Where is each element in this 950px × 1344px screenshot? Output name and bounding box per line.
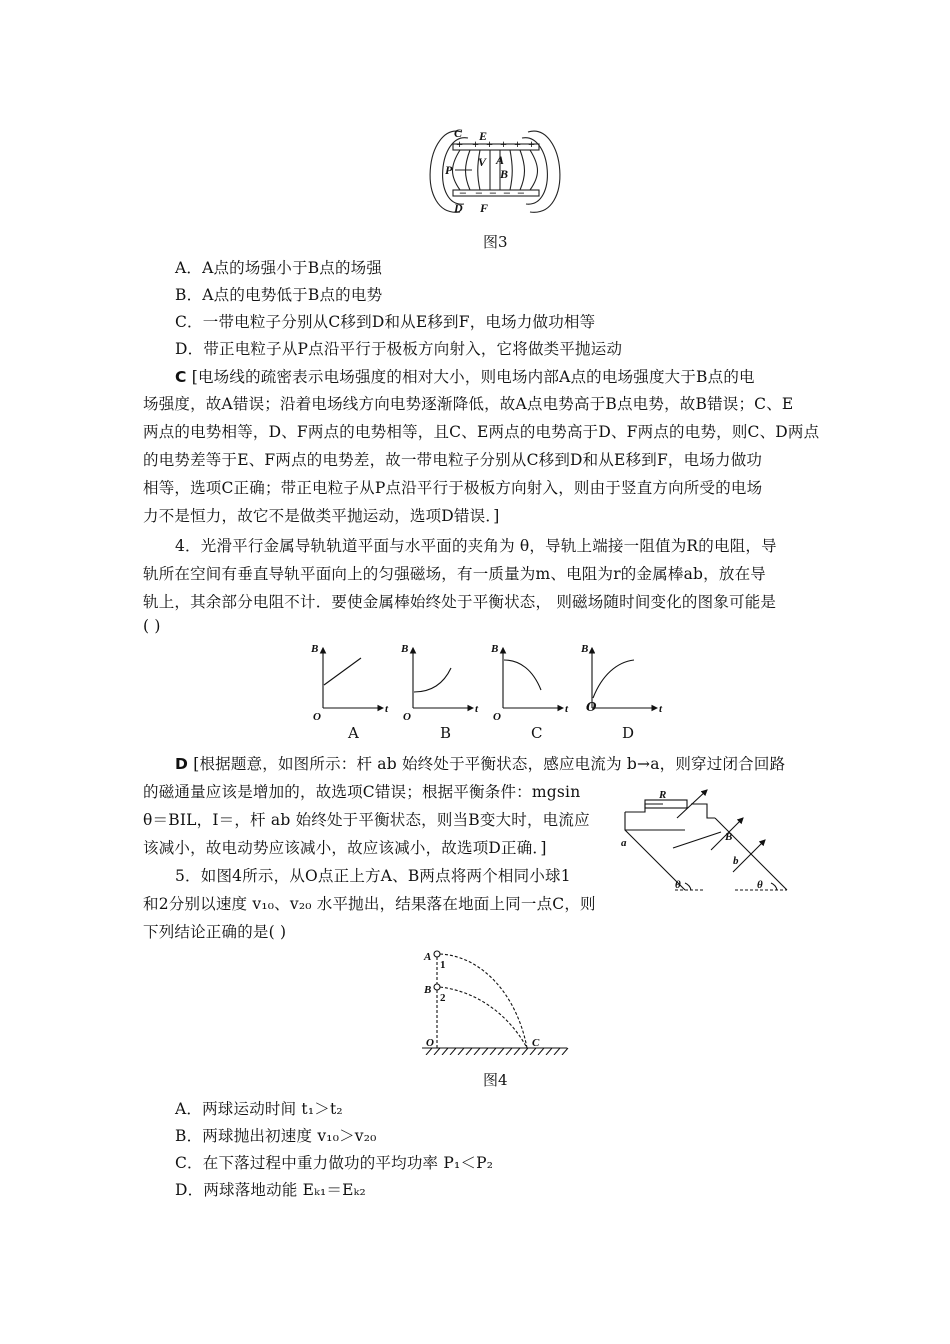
figure-3-electric-field [420, 126, 570, 218]
graph-b-axis-x: t [475, 703, 479, 715]
fig4-label-C: C [532, 1037, 540, 1049]
q5-option-d: D．两球落地动能 Eₖ₁＝Eₖ₂ [175, 1181, 366, 1199]
label-E: E [479, 129, 488, 143]
label-F: F [480, 201, 489, 215]
graph-a-origin: O [313, 711, 321, 723]
graph-c-axis-x: t [565, 703, 569, 715]
graph-b-curve [414, 668, 451, 692]
q4-stem-1: 轨所在空间有垂直导轨平面向上的匀强磁场，有一质量为m、电阻为r的金属棒ab，放在导 [143, 565, 766, 583]
q4-stem-0: 4．光滑平行金属导轨轨道平面与水平面的夹角为 θ，导轨上端接一阻值为R的电阻，导 [175, 537, 777, 555]
svg-text:–: – [490, 185, 496, 199]
fig4-label-1: 1 [440, 959, 446, 971]
q3-explanation-1: 场强度，故A错误；沿着电场线方向电势逐渐降低，故A点电势高于B点电势，故B错误；C、E [143, 395, 794, 413]
fig4-label-A: A [424, 951, 432, 963]
q3-explanation-0: [电场线的疏密表示电场强度的相对大小，则电场内部A点的电场强度大于B点的电 [191, 368, 755, 386]
svg-text:+: + [472, 137, 479, 151]
q4-graph-d [592, 640, 682, 740]
q3-answer-line [175, 365, 755, 387]
graph-b-label: B [440, 724, 452, 742]
figure-4-caption: 图4 [483, 1071, 508, 1089]
svg-text:–: – [504, 185, 510, 199]
graph-a-label: A [348, 724, 359, 742]
rail-label-a: a [621, 837, 627, 849]
q3-option-a: A．A点的场强小于B点的场强 [175, 259, 383, 277]
svg-text:–: – [476, 185, 482, 199]
graph-d-axis-y: B [581, 643, 589, 655]
graph-a-curve [324, 658, 361, 685]
svg-text:+: + [528, 137, 535, 151]
graph-c-axis-y: B [491, 643, 499, 655]
svg-text:+: + [456, 137, 463, 151]
graph-d-curve [593, 660, 634, 698]
svg-text:+: + [500, 137, 507, 151]
q3-explanation-3: 的电势差等于E、F两点的电势差，故一带电粒子分别从C移到D和从E移到F，电场力做功 [143, 451, 763, 469]
rail-label-b: b [733, 855, 739, 867]
q4-explanation-2: θ＝BIL，I＝，杆 ab 始终处于平衡状态，则当B变大时，电流应 [143, 811, 590, 829]
rail-label-R: R [659, 789, 667, 801]
q3-option-d: D．带正电粒子从P点沿平行于极板方向射入，它将做类平抛运动 [175, 340, 623, 358]
label-D: D [454, 201, 463, 215]
q3-explanation-2: 两点的电势相等，D、F两点的电势相等，且C、E两点的电势高于D、F两点的电势，则C、D两点 [143, 423, 820, 441]
q4-explanation-3: 该减小，故电动势应该减小，故应该减小，故选项D正确．] [143, 839, 547, 857]
q4-explanation-0: [根据题意，如图所示：杆 ab 始终处于平衡状态，感应电流为 b→a，则穿过闭合回路 [193, 755, 786, 773]
graph-d-label: D [622, 724, 635, 742]
q3-explanation-4: 相等，选项C正确；带正电粒子从P点沿平行于极板方向射入，则由于竖直方向所受的电场 [143, 479, 763, 497]
fig4-label-O: O [426, 1037, 434, 1049]
graph-d-axis-x: t [659, 703, 663, 715]
q3-answer-letter: C [175, 368, 187, 386]
q5-option-a: A．两球运动时间 t₁＞t₂ [175, 1100, 343, 1118]
svg-text:–: – [460, 185, 466, 199]
label-V: V [478, 155, 487, 169]
label-A: A [496, 153, 505, 167]
q3-option-c: C．一带电粒子分别从C移到D和从E移到F，电场力做功相等 [175, 313, 596, 331]
q4-answer-line [175, 752, 785, 774]
graph-a-axis-x: t [385, 703, 389, 715]
q4-answer-letter: D [175, 755, 189, 773]
label-C: C [454, 126, 463, 140]
q4-explanation-1: 的磁通量应该是增加的，故选项C错误；根据平衡条件：mgsin [143, 783, 581, 801]
q3-option-b: B．A点的电势低于B点的电势 [175, 286, 383, 304]
graph-b-axis-y: B [401, 643, 409, 655]
q4-stem-2: 轨上，其余部分电阻不计．要使金属棒始终处于平衡状态， 则磁场随时间变化的图象可能是 [143, 593, 777, 611]
rail-label-theta2: θ [757, 879, 763, 891]
svg-text:+: + [514, 137, 521, 151]
q3-explanation-5: 力不是恒力，故它不是做类平抛运动，选项D错误．] [143, 507, 500, 525]
graph-c-label: C [531, 724, 543, 742]
q5-option-b: B．两球抛出初速度 v₁₀＞v₂₀ [175, 1127, 377, 1145]
svg-text:–: – [518, 185, 524, 199]
figure-3-caption: 图3 [483, 233, 508, 251]
rail-label-theta1: θ [675, 879, 681, 891]
rail-label-B: B [725, 831, 733, 843]
fig4-label-2: 2 [440, 992, 446, 1004]
graph-c-curve [504, 660, 541, 690]
graph-b-origin: O [403, 711, 411, 723]
fig4-label-B: B [424, 984, 432, 996]
q4-stem-3: ( ) [143, 617, 161, 635]
label-B: B [500, 167, 509, 181]
q5-stem-2: 下列结论正确的是( ) [143, 923, 287, 941]
graph-d-origin-text: O [586, 700, 597, 714]
svg-text:+: + [486, 137, 493, 151]
rail-figure [615, 788, 790, 900]
q5-stem-1: 和2分别以速度 v₁₀、v₂₀ 水平抛出，结果落在地面上同一点C，则 [143, 895, 596, 913]
figure-4-projectile [412, 940, 572, 1055]
graph-c-origin: O [493, 711, 501, 723]
q5-stem-0: 5．如图4所示，从O点正上方A、B两点将两个相同小球1 [175, 867, 571, 885]
graph-a-axis-y: B [311, 643, 319, 655]
q5-option-c: C．在下落过程中重力做功的平均功率 P₁＜P₂ [175, 1154, 494, 1172]
label-P: P [445, 163, 453, 177]
